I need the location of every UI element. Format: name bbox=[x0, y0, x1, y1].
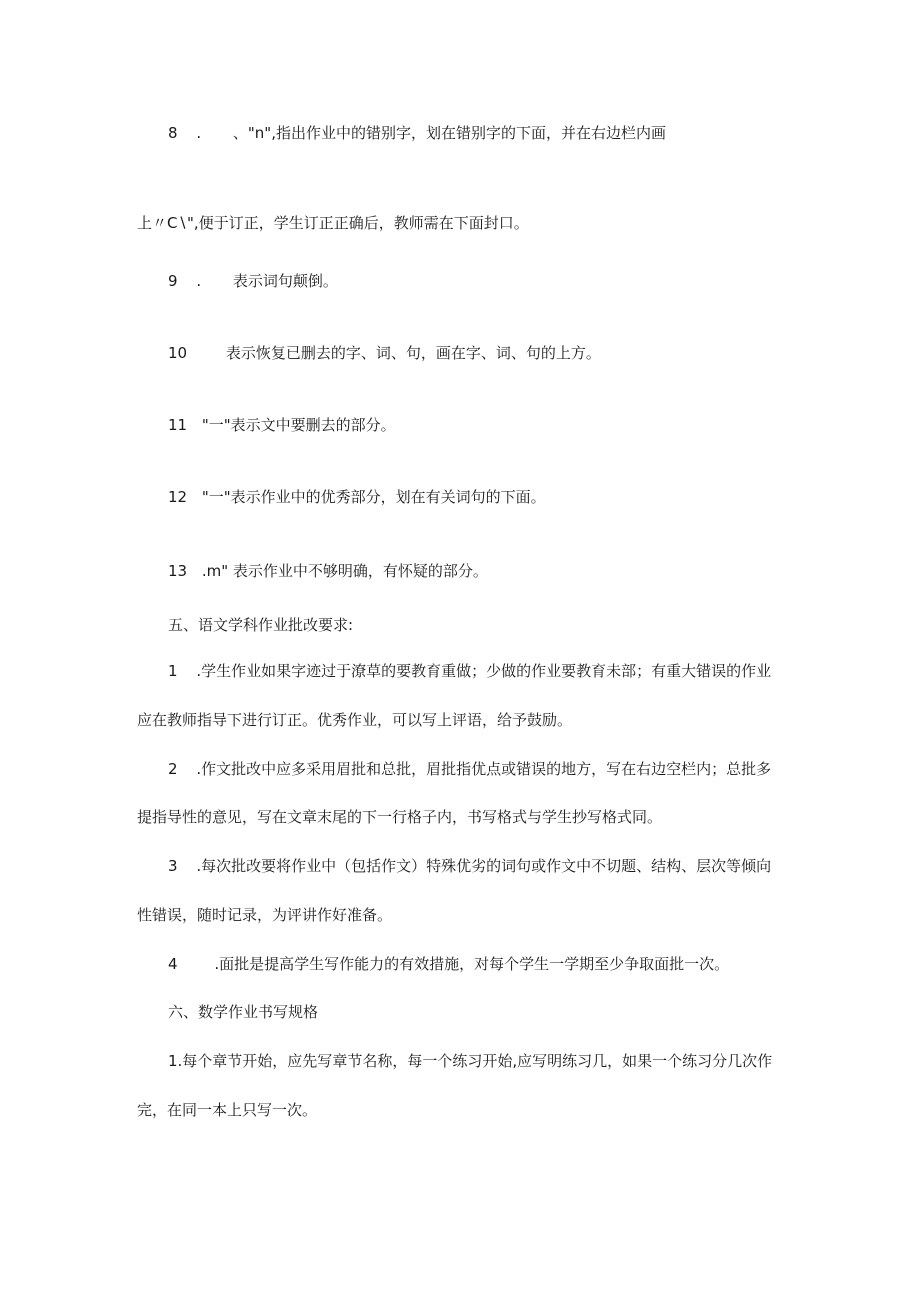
math-rule-1 bbox=[168, 1051, 772, 1071]
section-heading-5 bbox=[168, 615, 353, 635]
item-number: 11 bbox=[168, 416, 188, 434]
item-text: 表示词句颠倒。 bbox=[232, 272, 338, 290]
item-13 bbox=[168, 561, 488, 581]
item-number: 3 bbox=[168, 857, 178, 875]
item-text: .作文批改中应多采用眉批和总批，眉批指优点或错误的地方，写在右边空栏内；总批多 bbox=[196, 760, 772, 778]
requirement-3-continued bbox=[137, 905, 392, 925]
item-number: 2 bbox=[168, 760, 178, 778]
item-dot: . bbox=[196, 272, 202, 290]
item-9 bbox=[168, 271, 338, 291]
item-12 bbox=[168, 487, 546, 507]
item-text: .学生作业如果字迹过于潦草的要教育重做；少做的作业要教育未部；有重大错误的作业 bbox=[196, 662, 772, 680]
item-text: "一"表示作业中的优秀部分，划在有关词句的下面。 bbox=[201, 488, 546, 506]
item-number: 9 bbox=[168, 272, 178, 290]
item-text: .m" 表示作业中不够明确，有怀疑的部分。 bbox=[201, 562, 488, 580]
item-text: 完，在同一本上只写一次。 bbox=[137, 1101, 318, 1119]
requirement-1 bbox=[168, 661, 771, 681]
item-text: 性错误，随时记录，为评讲作好准备。 bbox=[137, 906, 393, 924]
item-number: 12 bbox=[168, 488, 188, 506]
item-text: 1.每个章节开始，应先写章节名称，每一个练习开始,应写明练习几，如果一个练习分几次作 bbox=[168, 1052, 773, 1070]
requirement-2-continued bbox=[137, 807, 662, 827]
section-heading-6 bbox=[168, 1002, 318, 1022]
requirement-4 bbox=[168, 954, 729, 974]
section-heading-text: 六、数学作业书写规格 bbox=[168, 1003, 319, 1021]
item-text: 、"n",指出作业中的错别字，划在错别字的下面，并在右边栏内画 bbox=[232, 124, 666, 142]
item-text: 上〃C∖",便于订正，学生订正正确后，教师需在下面封口。 bbox=[137, 214, 529, 232]
item-number: 8 bbox=[168, 124, 178, 142]
item-dot: . bbox=[196, 124, 202, 142]
item-number: 10 bbox=[168, 344, 188, 362]
item-number: 1 bbox=[168, 662, 178, 680]
item-10 bbox=[168, 343, 601, 363]
requirement-1-continued bbox=[137, 710, 572, 730]
item-number: 13 bbox=[168, 562, 188, 580]
item-11 bbox=[168, 415, 396, 435]
section-heading-text: 五、语文学科作业批改要求: bbox=[168, 616, 354, 634]
math-rule-1-continued bbox=[137, 1100, 317, 1120]
item-text: "一"表示文中要删去的部分。 bbox=[201, 416, 396, 434]
item-text: 应在教师指导下进行订正。优秀作业，可以写上评语，给予鼓励。 bbox=[137, 711, 573, 729]
item-text: 表示恢复已删去的字、词、句，画在字、词、句的上方。 bbox=[225, 344, 601, 362]
item-8 bbox=[168, 123, 666, 143]
item-number: 4 bbox=[168, 955, 178, 973]
item-text: .每次批改要将作业中（包括作文）特殊优劣的词句或作文中不切题、结构、层次等倾向 bbox=[196, 857, 772, 875]
item-text: 提指导性的意见，写在文章末尾的下一行格子内，书写格式与学生抄写格式同。 bbox=[137, 808, 663, 826]
item-8-continued bbox=[137, 213, 529, 233]
item-text: .面批是提高学生写作能力的有效措施，对每个学生一学期至少争取面批一次。 bbox=[214, 955, 730, 973]
requirement-3 bbox=[168, 856, 771, 876]
requirement-2 bbox=[168, 759, 771, 779]
